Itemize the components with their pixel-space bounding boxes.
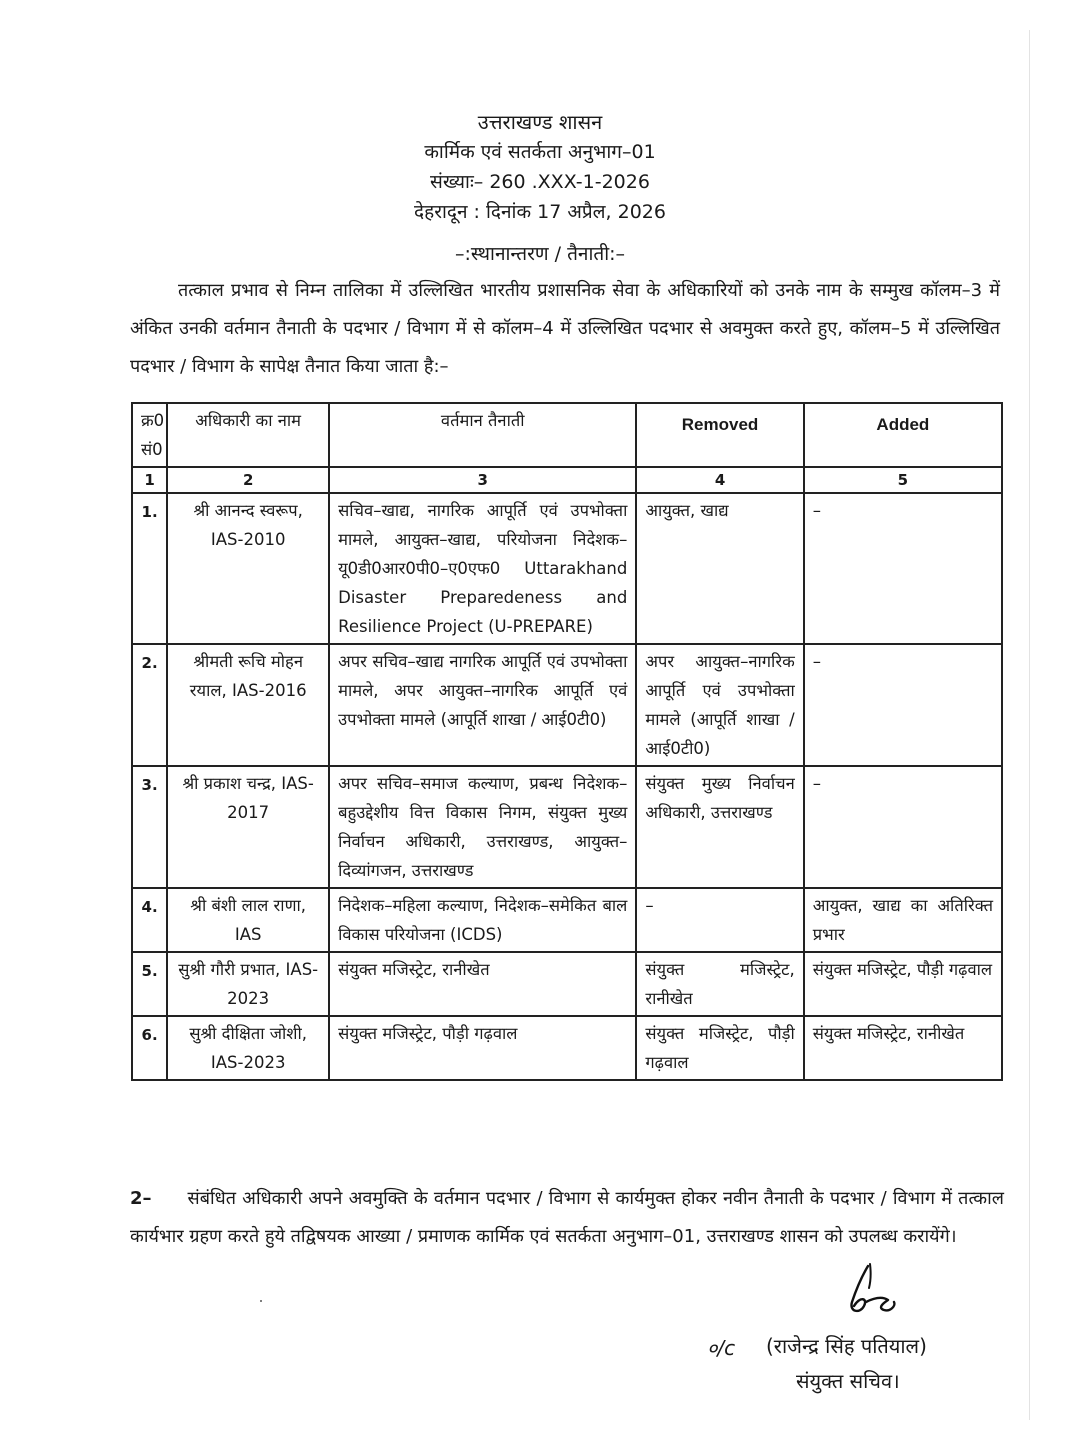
header-added: Added: [804, 403, 1002, 467]
removed-post: संयुक्त मजिस्ट्रेट, पौड़ी गढ़वाल: [636, 1016, 803, 1080]
col-number: 3: [329, 467, 636, 493]
added-post: –: [804, 766, 1002, 888]
current-posting: संयुक्त मजिस्ट्रेट, रानीखेत: [329, 952, 636, 1016]
removed-post: संयुक्त मजिस्ट्रेट, रानीखेत: [636, 952, 803, 1016]
subject-line: –:स्थानान्तरण / तैनाती:–: [454, 243, 626, 265]
removed-post: अपर आयुक्त–नागरिक आपूर्ति एवं उपभोक्ता मामले (आपूर्ति शाखा / आई0टी0): [636, 644, 803, 766]
col-number: 5: [804, 467, 1002, 493]
header-officer-name: अधिकारी का नाम: [167, 403, 329, 467]
added-post: संयुक्त मजिस्ट्रेट, रानीखेत: [804, 1016, 1002, 1080]
transfer-table: [131, 402, 1003, 1081]
header-removed: Removed: [636, 403, 803, 467]
current-posting: संयुक्त मजिस्ट्रेट, पौड़ी गढ़वाल: [329, 1016, 636, 1080]
added-post: आयुक्त, खाद्य का अतिरिक्त प्रभार: [804, 888, 1002, 952]
table-row: [132, 644, 1002, 766]
letter-date: देहरादून : दिनांक 17 अप्रैल, 2026: [414, 201, 666, 223]
table-row: [132, 766, 1002, 888]
officer-name: श्री प्रकाश चन्द्र, IAS-2017: [167, 766, 329, 888]
row-serial: 1.: [132, 493, 167, 644]
removed-post: –: [636, 888, 803, 952]
signatory-designation: संयुक्त सचिव।: [796, 1369, 900, 1393]
instruction-text: संबंधित अधिकारी अपने अवमुक्ति के वर्तमान पदभार / विभाग से कार्यमुक्त होकर नवीन तैनाती के पदभार / विभाग में तत्काल कार्यभार ग्रहण करते हुये तद्विषयक आख्या / प्रमाणक कार्मिक एवं सतर्कता अनुभाग–01, उत्तराखण्ड शासन को उपलब्ध करायेंगे।: [130, 1188, 1004, 1247]
row-serial: 4.: [132, 888, 167, 952]
officer-name: श्रीमती रूचि मोहन रयाल, IAS-2016: [167, 644, 329, 766]
col-number: 4: [636, 467, 803, 493]
officer-name: श्री बंशी लाल राणा, IAS: [167, 888, 329, 952]
current-posting: अपर सचिव–समाज कल्याण, प्रबन्ध निदेशक– बहुउद्देशीय वित्त विकास निगम, संयुक्त मुख्य निर्वाचन अधिकारी, उत्तराखण्ड, आयुक्त–दिव्यांगजन, उत्तराखण्ड: [329, 766, 636, 888]
col-number: 1: [132, 467, 167, 493]
officer-name: सुश्री दीक्षिता जोशी, IAS-2023: [167, 1016, 329, 1080]
officer-name: श्री आनन्द स्वरूप, IAS-2010: [167, 493, 329, 644]
intro-paragraph: तत्काल प्रभाव से निम्न तालिका में उल्लिखित भारतीय प्रशासनिक सेवा के अधिकारियों को उनके नाम के सम्मुख कॉलम–3 में अंकित उनकी वर्तमान तैनाती के पदभार / विभाग में से कॉलम–4 में उल्लिखित पदभार से अवमुक्त करते हुए, कॉलम–5 में उल्लिखित पदभार / विभाग के सापेक्ष तैनात किया जाता है:–: [130, 280, 1000, 377]
row-serial: 5.: [132, 952, 167, 1016]
row-serial: 6.: [132, 1016, 167, 1080]
col-number: 2: [167, 467, 329, 493]
stray-mark: [260, 1300, 262, 1302]
section-heading: कार्मिक एवं सतर्कता अनुभाग–01: [424, 141, 656, 163]
instruction-paragraph: [130, 1180, 1004, 1256]
table-row: [132, 952, 1002, 1016]
table-row: [132, 1016, 1002, 1080]
on-leave-mark: ०/c: [707, 1336, 736, 1360]
removed-post: संयुक्त मुख्य निर्वाचन अधिकारी, उत्तराखण्ड: [636, 766, 803, 888]
added-post: संयुक्त मजिस्ट्रेट, पौड़ी गढ़वाल: [804, 952, 1002, 1016]
signatory-name: (राजेन्द्र सिंह पतियाल): [766, 1334, 927, 1358]
letter-number: संख्याः– 260 .XXX-1-2026: [430, 171, 650, 193]
removed-post: आयुक्त, खाद्य: [636, 493, 803, 644]
current-posting: अपर सचिव–खाद्य नागरिक आपूर्ति एवं उपभोक्ता मामले, अपर आयुक्त–नागरिक आपूर्ति एवं उपभोक्ता मामले (आपूर्ति शाखा / आई0टी0): [329, 644, 636, 766]
row-serial: 3.: [132, 766, 167, 888]
table-row: [132, 888, 1002, 952]
signature-mark: [838, 1262, 900, 1322]
row-serial: 2.: [132, 644, 167, 766]
current-posting: सचिव–खाद्य, नागरिक आपूर्ति एवं उपभोक्ता मामले, आयुक्त–खाद्य, परियोजना निदेशक–यू0डी0आर0पी0–ए0एफ0 Uttarakhand Disaster Preparedeness and Resilience Project (U-PREPARE): [329, 493, 636, 644]
header-current-posting: वर्तमान तैनाती: [329, 403, 636, 467]
table-header-row: [132, 403, 1002, 467]
header-serial: क्र0 सं0: [132, 403, 167, 467]
added-post: –: [804, 644, 1002, 766]
table-row: [132, 493, 1002, 644]
current-posting: निदेशक–महिला कल्याण, निदेशक–समेकित बाल विकास परियोजना (ICDS): [329, 888, 636, 952]
paragraph-number: 2–: [130, 1188, 152, 1209]
column-number-row: [132, 467, 1002, 493]
govt-heading: उत्तराखण्ड शासन: [477, 110, 603, 134]
added-post: –: [804, 493, 1002, 644]
officer-name: सुश्री गौरी प्रभात, IAS-2023: [167, 952, 329, 1016]
